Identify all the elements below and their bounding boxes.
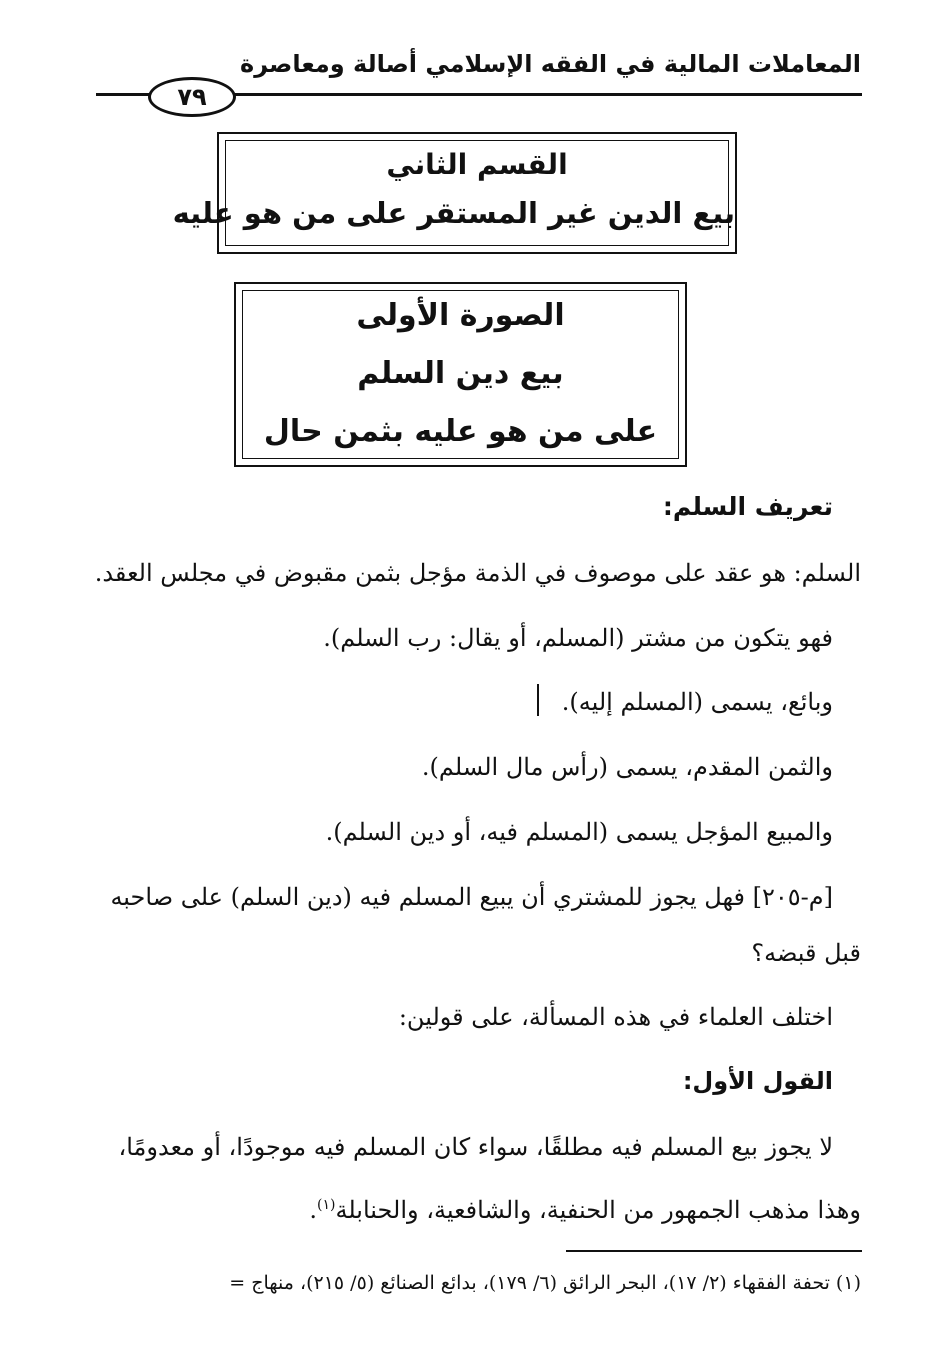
footnote-reference: (١) [317, 1197, 336, 1213]
paragraph-goods: والمبيع المؤجل يسمى (المسلم فيه، أو دين السلم). [325, 818, 833, 846]
section-title: القسم الثاني [386, 148, 568, 181]
section-subtitle: بيع الدين غير المستقر على من هو عليه [172, 196, 735, 230]
paragraph-definition: السلم: هو عقد على موصوف في الذمة مؤجل بثمن مقبوض في مجلس العقد. [94, 559, 861, 587]
text-cursor [537, 684, 539, 716]
paragraph-disagreement: اختلف العلماء في هذه المسألة، على قولين: [398, 1003, 833, 1031]
running-title: المعاملات المالية في الفقه الإسلامي أصالة ومعاصرة [240, 50, 861, 78]
paragraph-opinion-line2 [309, 1188, 861, 1227]
paragraph-seller: وبائع، يسمى (المسلم إليه). [561, 688, 833, 716]
form-title-box [234, 282, 687, 467]
footnote-rule [566, 1250, 862, 1252]
paragraph-question-line1: [م-٢٠٥] فهل يجوز للمشتري أن يبيع المسلم فيه (دين السلم) على صاحبه [110, 883, 833, 911]
paragraph-opinion-line1: لا يجوز بيع المسلم فيه مطلقًا، سواء كان المسلم فيه موجودًا، أو معدومًا، [118, 1133, 833, 1161]
paragraph-question-line2: قبل قبضه؟ [751, 939, 861, 967]
paragraph-parties: فهو يتكون من مشتر (المسلم، أو يقال: رب السلم). [323, 624, 833, 652]
page-number: ٧٩ [148, 77, 236, 117]
opinion-end: . [309, 1196, 318, 1224]
heading-definition: تعريف السلم: [662, 492, 833, 521]
form-subtitle-1: بيع دين السلم [357, 356, 564, 391]
paragraph-price: والثمن المقدم، يسمى (رأس مال السلم). [421, 753, 833, 781]
footnote-1: (١) تحفة الفقهاء (٢/ ١٧)، البحر الرائق (٦/ ١٧٩)، بدائع الصنائع (٥/ ٢١٥)، منهاج = [229, 1272, 861, 1294]
form-subtitle-2: على من هو عليه بثمن حال [263, 414, 658, 449]
heading-first-opinion: القول الأول: [682, 1067, 833, 1095]
form-title: الصورة الأولى [356, 298, 565, 333]
section-title-box [172, 132, 737, 254]
opinion-text: وهذا مذهب الجمهور من الحنفية، والشافعية، والحنابلة [335, 1196, 861, 1224]
